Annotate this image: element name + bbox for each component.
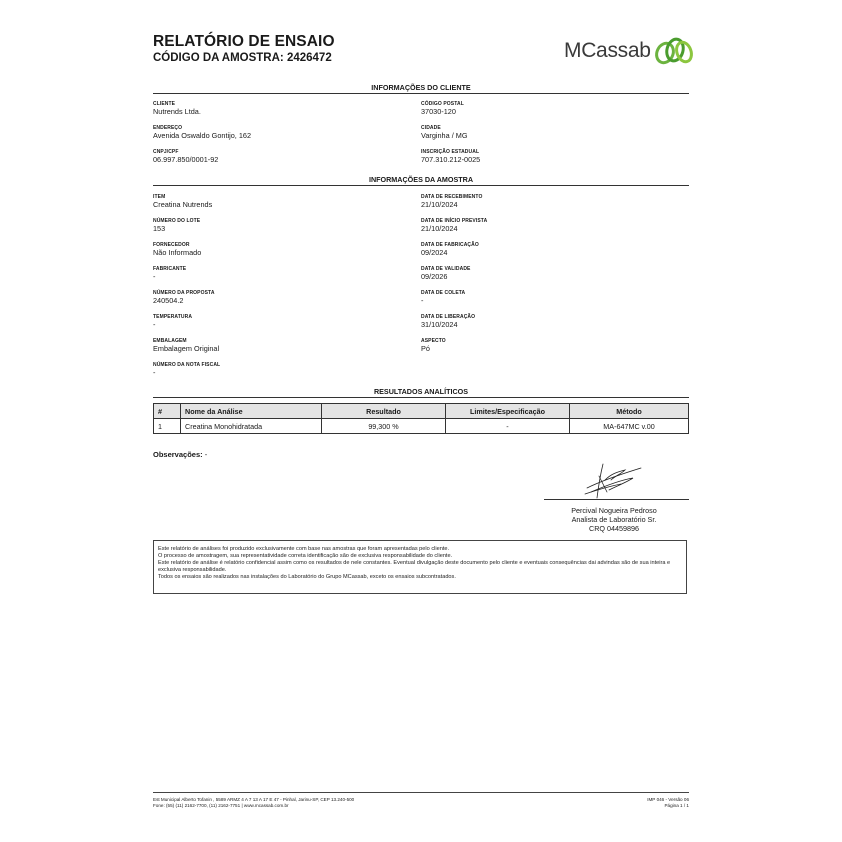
section-divider [153, 93, 689, 94]
signer-name: Percival Nogueira Pedroso [571, 506, 657, 515]
observations [153, 450, 207, 459]
observations-value: - [204, 450, 208, 459]
results-table [153, 403, 689, 434]
field-postal-code: CÓDIGO POSTAL 37030-120 [421, 101, 464, 116]
client-section-title: INFORMAÇÕES DO CLIENTE [371, 83, 471, 92]
field-item: ITEM Creatina Nutrends [153, 194, 213, 209]
col-header-method: Método [570, 404, 689, 419]
cell-method: MA-647MC v.00 [570, 419, 689, 434]
footer-page-number: Página 1 / 1 [664, 803, 689, 808]
field-address: ENDEREÇO Avenida Oswaldo Gontijo, 162 [153, 125, 252, 140]
field-state-registration: INSCRIÇÃO ESTADUAL 707.310.212-0025 [421, 149, 481, 164]
field-client: CLIENTE Nutrends Ltda. [153, 101, 201, 116]
field-expiry-date: DATA DE VALIDADE 09/2026 [421, 266, 471, 281]
field-lot-number: NÚMERO DO LOTE 153 [153, 218, 201, 233]
signer-crq: CRQ 04459896 [589, 524, 639, 533]
field-cnpj: CNPJ/CPF 06.997.850/0001-92 [153, 149, 219, 164]
handwritten-signature [581, 462, 647, 502]
field-manufacture-date: DATA DE FABRICAÇÃO 09/2024 [421, 242, 479, 257]
field-collection-date: DATA DE COLETA - [421, 290, 466, 305]
col-header-limits: Limites/Especificação [446, 404, 570, 419]
report-title: RELATÓRIO DE ENSAIO [153, 33, 335, 50]
col-header-result: Resultado [322, 404, 446, 419]
report-page [153, 0, 689, 842]
field-proposal-number: NÚMERO DA PROPOSTA 240504.2 [153, 290, 215, 305]
disclaimer-line: Este relatório de análises foi produzido exclusivamente com base nas amostras que foram apresentadas pelo cliente. [158, 546, 450, 552]
col-header-analysis: Nome da Análise [181, 404, 322, 419]
results-section-title: RESULTADOS ANALÍTICOS [373, 387, 469, 396]
field-temperature: TEMPERATURA - [153, 314, 193, 329]
footer-address-block [153, 797, 354, 809]
section-divider [153, 397, 689, 398]
cell-analysis: Creatina Monohidratada [181, 419, 322, 434]
field-packaging: EMBALAGEM Embalagem Original [153, 338, 220, 353]
field-invoice-number: NÚMERO DA NOTA FISCAL - [153, 362, 221, 377]
cell-limits: - [446, 419, 570, 434]
field-manufacturer: FABRICANTE - [153, 266, 187, 281]
disclaimer-line: O processo de amostragem, sua representatividade correta identificação são de exclusiva responsabilidade do cliente. [158, 553, 453, 559]
logo-rings-icon [654, 36, 694, 66]
disclaimer-line: Este relatório de análise é relatório confidencial assim como os resultados de nele constantes. Eventual divulgação deste documento pelo cliente e eventuais consequências dai advindas são de sua inteira e exclusiva responsabilidade. [158, 560, 671, 573]
footer-doc-code: IMP 046 - Versão 06 [647, 797, 689, 802]
signer-role: Analista de Laboratório Sr. [571, 515, 657, 524]
field-received-date: DATA DE RECEBIMENTO 21/10/2024 [421, 194, 483, 209]
footer-contact: Fone: (55) (11) 2162-7700, (11) 2162-7751 | www.mcassab.com.br [153, 803, 289, 808]
sample-code: CÓDIGO DA AMOSTRA: 2426472 [153, 52, 332, 64]
field-aspect: ASPECTO Pó [421, 338, 446, 353]
field-start-date: DATA DE INÍCIO PREVISTA 21/10/2024 [421, 218, 488, 233]
sample-section-title: INFORMAÇÕES DA AMOSTRA [368, 175, 474, 184]
signer-block [539, 506, 689, 533]
field-supplier: FORNECEDOR Não Informado [153, 242, 202, 257]
cell-number: 1 [154, 419, 181, 434]
table-header-row [154, 404, 689, 419]
observations-label: Observações: [153, 450, 203, 459]
company-logo [564, 35, 694, 67]
field-city: CIDADE Varginha / MG [421, 125, 468, 140]
table-row [154, 419, 689, 434]
footer-doc-info [647, 797, 689, 809]
footer-address: Est Municipal Alberto Tofanin , 5589 ARMZ 4 A 7 13 A 17 E 47 - Pinhal, Jarinu-SP, CEP 13.240-500 [153, 797, 355, 802]
disclaimer-line: Todos os ensaios são realizados nas instalações do Laboratório do Grupo MCassab, exceto os ensaios subcontratados. [158, 574, 456, 580]
disclaimer-box [153, 540, 687, 594]
col-header-number: # [154, 404, 181, 419]
signature-line [544, 499, 689, 500]
cell-result: 99,300 % [322, 419, 446, 434]
logo-text: MCassab [564, 39, 651, 62]
footer-divider [153, 792, 689, 793]
section-divider [153, 185, 689, 186]
field-release-date: DATA DE LIBERAÇÃO 31/10/2024 [421, 314, 476, 329]
